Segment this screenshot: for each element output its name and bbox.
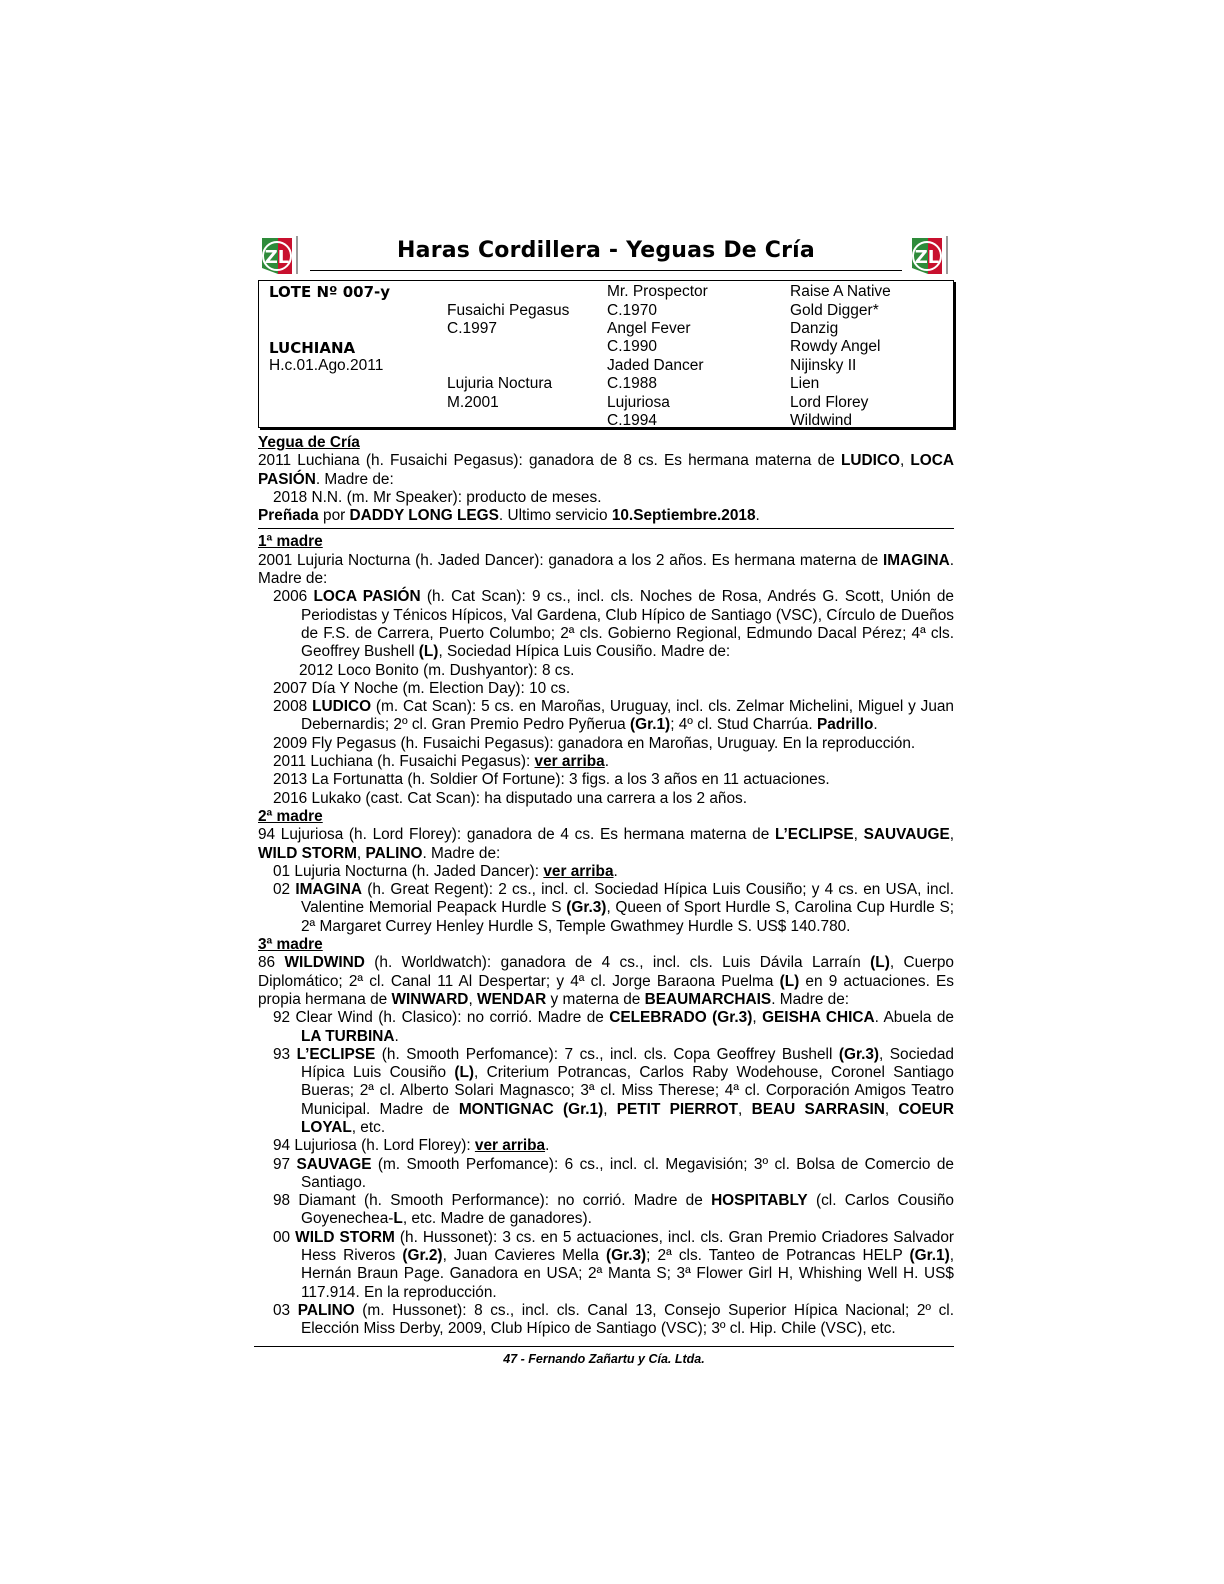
section-divider bbox=[258, 528, 954, 529]
dam-name: Lujuria Noctura bbox=[447, 375, 553, 392]
list-item: 98 Diamant (h. Smooth Performance): no corrió. Madre de HOSPITABLY (cl. Carlos Cousiño Goyenechea-L, etc. Madre de ganadores). bbox=[273, 1192, 954, 1228]
list-item: 2006 LOCA PASIÓN (h. Cat Scan): 9 cs., incl. cls. Noches de Rosa, Andrés G. Scott, Unión de Periodistas y Ténicos Hípicos, Val Gardena, Club Hípico de Santiago (VSC), Círculo de Dueños de F.S. de Carrera, Puerto Columbo; 2ª cls. Gobierno Regional, Edmundo Dacal Pérez; 4ª cls. Geoffrey Bushell (L), Sociedad Hípica Luis Cousiño. Madre de: bbox=[273, 588, 954, 661]
ancestor-cell: Nijinsky II bbox=[790, 357, 857, 374]
list-item: 00 WILD STORM (h. Hussonet): 3 cs. en 5 actuaciones, incl. cls. Gran Premio Criadores Salvador Hess Riveros (Gr.2), Juan Cavieres Mella (Gr.3); 2ª cls. Tanteo de Potrancas HELP (Gr.1), Hernán Braun Page. Ganadora en USA; 2ª Manta S; 3ª Flower Girl H, Whishing Well H. US$ 117.914. En la reproducción. bbox=[273, 1228, 955, 1301]
sire-year: C.1997 bbox=[447, 320, 497, 337]
grandsire-cell: Lujuriosa bbox=[607, 394, 670, 411]
paragraph: 94 Lujuriosa (h. Lord Florey): ganadora de 4 cs. Es hermana materna de L’ECLIPSE, SAUVAUGE, WILD STORM, PALINO. Madre de: bbox=[258, 826, 954, 862]
ancestor-cell: Lien bbox=[790, 375, 820, 392]
horse-name: LUCHIANA bbox=[269, 339, 356, 357]
list-item: 2009 Fly Pegasus (h. Fusaichi Pegasus): ganadora en Maroñas, Uruguay. En la reproducción. bbox=[273, 734, 916, 752]
header-rule bbox=[310, 270, 902, 271]
section-title: 3ª madre bbox=[258, 936, 323, 954]
svg-text:ZL: ZL bbox=[264, 247, 290, 268]
paragraph: Preñada por DADDY LONG LEGS. Ultimo servicio 10.Septiembre.2018. bbox=[258, 507, 760, 525]
ver-arriba-link: ver arriba bbox=[543, 862, 614, 880]
svg-text:ZL: ZL bbox=[914, 247, 940, 268]
section-title: Yegua de Cría bbox=[258, 434, 360, 451]
list-item: 01 Lujuria Nocturna (h. Jaded Dancer): ver arriba. bbox=[273, 862, 618, 880]
list-item: 2018 N.N. (m. Mr Speaker): producto de meses. bbox=[273, 488, 602, 506]
ver-arriba-link: ver arriba bbox=[474, 1137, 546, 1155]
list-item: 2016 Lukako (cast. Cat Scan): ha disputado una carrera a los 2 años. bbox=[273, 789, 747, 807]
grandsire-cell: C.1988 bbox=[607, 375, 657, 392]
grandsire-cell: Angel Fever bbox=[607, 320, 691, 337]
sire-name: Fusaichi Pegasus bbox=[447, 302, 570, 319]
ancestor-cell: Lord Florey bbox=[790, 394, 869, 411]
list-item: 2013 La Fortunatta (h. Soldier Of Fortune): 3 figs. a los 3 años en 11 actuaciones. bbox=[273, 771, 830, 789]
list-item: 2008 LUDICO (m. Cat Scan): 5 cs. en Maroñas, Uruguay, incl. cls. Zelmar Michelini, Miguel y Juan Debernardis; 2º cl. Gran Premio Pedro Pyñerua (Gr.1); 4º cl. Stud Charrúa. Padrillo. bbox=[273, 698, 954, 734]
list-item: 02 IMAGINA (h. Great Regent): 2 cs., incl. cl. Sociedad Hípica Luis Cousiño; y 4 cs. en USA, incl. Valentine Memorial Peapack Hurdle S (Gr.3), Queen of Sport Hurdle S, Carolina Cup Hurdle S; 2ª Margaret Currey Henley Hurdle S, Temple Gwathmey Hurdle S. US$ 140.780. bbox=[273, 881, 954, 935]
grandsire-cell: C.1970 bbox=[607, 302, 657, 319]
page-footer: 47 - Fernando Zañartu y Cía. Ltda. bbox=[503, 1352, 705, 1366]
list-item: 94 Lujuriosa (h. Lord Florey): ver arriba. bbox=[273, 1137, 550, 1155]
ver-arriba-link: ver arriba bbox=[534, 753, 605, 771]
page-header bbox=[258, 230, 954, 274]
ancestor-cell: Wildwind bbox=[790, 412, 853, 429]
pedigree-notes bbox=[258, 434, 954, 1339]
ancestor-cell: Rowdy Angel bbox=[790, 338, 881, 355]
lot-number: LOTE Nº 007-y bbox=[269, 283, 391, 301]
footer-rule bbox=[254, 1346, 954, 1347]
section-title: 2ª madre bbox=[258, 807, 323, 825]
list-item: 2011 Luchiana (h. Fusaichi Pegasus): ver arriba. bbox=[273, 753, 609, 771]
dam-year: M.2001 bbox=[447, 394, 499, 411]
grandsire-cell: Jaded Dancer bbox=[607, 357, 704, 374]
horse-info: H.c.01.Ago.2011 bbox=[269, 357, 384, 374]
document-page bbox=[258, 230, 954, 1339]
list-item: 03 PALINO (m. Hussonet): 8 cs., incl. cls. Canal 13, Consejo Superior Hípica Nacional; 2º cl. Elección Miss Derby, 2009, Club Hípico de Santiago (VSC); 3º cl. Hip. Chile (VSC), etc. bbox=[273, 1301, 954, 1338]
zl-logo-icon bbox=[258, 232, 304, 278]
ancestor-cell: Danzig bbox=[790, 320, 839, 337]
grandsire-cell: C.1994 bbox=[607, 412, 657, 429]
list-item: 2007 Día Y Noche (m. Election Day): 10 cs. bbox=[273, 679, 571, 697]
page-title: Haras Cordillera - Yeguas De Cría bbox=[397, 238, 815, 263]
paragraph: 2011 Luchiana (h. Fusaichi Pegasus): ganadora de 8 cs. Es hermana materna de LUDICO, LOCA PASIÓN. Madre de: bbox=[258, 452, 954, 488]
list-item: 97 SAUVAGE (m. Smooth Perfomance): 6 cs., incl. cl. Megavisión; 3º cl. Bolsa de Comercio de Santiago. bbox=[273, 1155, 954, 1191]
grandsire-cell: C.1990 bbox=[607, 338, 657, 355]
grandsire-cell: Mr. Prospector bbox=[607, 283, 708, 300]
list-item: 93 L’ECLIPSE (h. Smooth Perfomance): 7 cs., incl. cls. Copa Geoffrey Bushell (Gr.3), Sociedad Hípica Luis Cousiño (L), Criterium Potrancas, Carlos Raby Wodehouse, Coronel Santiago Bueras; 2ª cl. Alberto Solari Magnasco; 3ª cl. Miss Therese; 4ª cl. Corporación Amigos Teatro Municipal. Madre de MONTIGNAC (Gr.1), PETIT PIERROT, BEAU SARRASIN, COEUR LOYAL, etc. bbox=[273, 1045, 954, 1136]
pedigree-table bbox=[258, 280, 954, 428]
ancestor-cell: Raise A Native bbox=[790, 283, 891, 300]
list-item: 92 Clear Wind (h. Clasico): no corrió. Madre de CELEBRADO (Gr.3), GEISHA CHICA. Abuela de LA TURBINA. bbox=[273, 1009, 954, 1045]
paragraph: 86 WILDWIND (h. Worldwatch): ganadora de 4 cs., incl. cls. Luis Dávila Larraín (L), Cuerpo Diplomático; 2ª cl. Canal 11 Al Despertar; y 4ª cl. Jorge Baraona Puelma (L) en 9 actuaciones. Es propia hermana de WINWARD, WENDAR y materna de BEAUMARCHAIS. Madre de: bbox=[258, 954, 954, 1008]
paragraph: 2001 Lujuria Nocturna (h. Jaded Dancer): ganadora a los 2 años. Es hermana materna de IMAGINA. Madre de: bbox=[258, 551, 954, 588]
list-item: 2012 Loco Bonito (m. Dushyantor): 8 cs. bbox=[299, 661, 575, 679]
ancestor-cell: Gold Digger* bbox=[790, 302, 879, 319]
zl-logo-icon bbox=[908, 232, 954, 278]
section-title: 1ª madre bbox=[258, 533, 323, 551]
